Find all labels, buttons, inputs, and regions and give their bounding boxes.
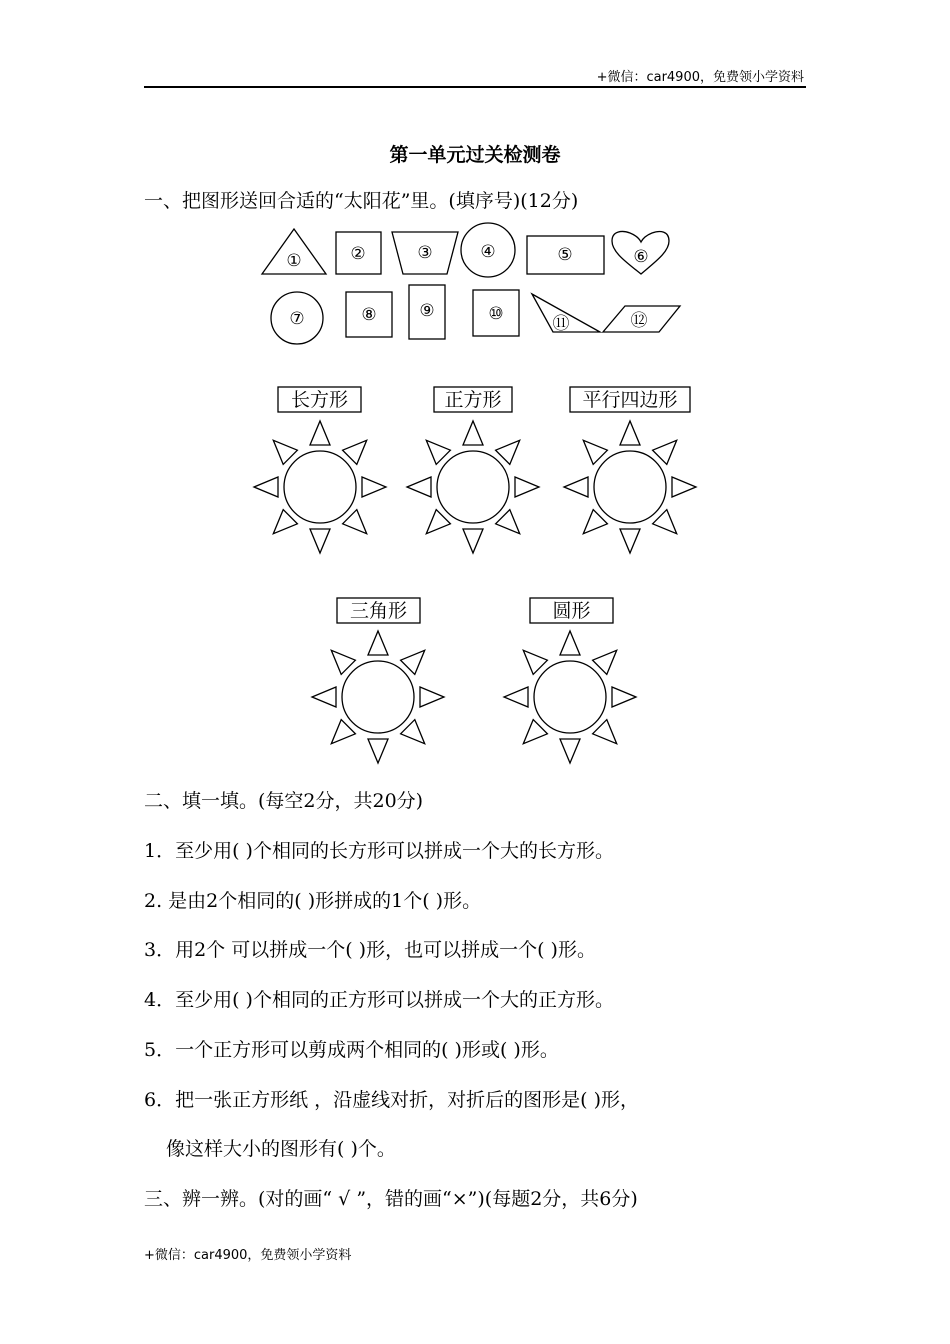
- sun-petal: [312, 687, 336, 707]
- shape-label: ⑥: [633, 247, 649, 267]
- sun-center: [594, 451, 666, 523]
- sun-petal: [426, 510, 450, 534]
- sun-petal: [331, 650, 355, 674]
- sun-center: [342, 661, 414, 733]
- shape-label: ⑦: [289, 309, 305, 329]
- fill-item-1: 1．至少用( )个相同的长方形可以拼成一个大的长方形。: [144, 840, 614, 862]
- header-note: +微信：car4900，免费领小学资料: [596, 70, 804, 85]
- shape-label: ③: [417, 243, 433, 263]
- sun-petal: [310, 421, 330, 445]
- sun-petal: [401, 720, 425, 744]
- footer-note: +微信：car4900，免费领小学资料: [144, 1248, 352, 1263]
- sun-label: 正方形: [444, 389, 502, 411]
- fill-item-2: 2. 是由2个相同的( )形拼成的1个( )形。: [144, 890, 482, 912]
- sun-petal: [593, 720, 617, 744]
- sun-petal: [523, 720, 547, 744]
- fill-item-5: 5．一个正方形可以剪成两个相同的( )形或( )形。: [144, 1039, 559, 1061]
- sun-petal: [560, 739, 580, 763]
- sun-petal: [612, 687, 636, 707]
- sun-petal: [583, 510, 607, 534]
- sun-petal: [426, 440, 450, 464]
- sunflower: [564, 387, 696, 553]
- sun-petal: [273, 510, 297, 534]
- sun-petal: [504, 687, 528, 707]
- sun-petal: [343, 440, 367, 464]
- sunflower: [504, 598, 636, 763]
- fill-item-3: 3．用2个 可以拼成一个( )形，也可以拼成一个( )形。: [144, 939, 596, 961]
- sun-petal: [310, 529, 330, 553]
- sunflower: [254, 387, 386, 553]
- fill-item-6: 6．把一张正方形纸 ，沿虚线对折，对折后的图形是( )形，: [144, 1089, 639, 1111]
- shape-label: ⑧: [361, 305, 377, 325]
- shape-label: ⑨: [419, 301, 435, 321]
- sun-petal: [672, 477, 696, 497]
- sun-petal: [463, 529, 483, 553]
- sun-petal: [496, 510, 520, 534]
- sun-petal: [463, 421, 483, 445]
- sun-petal: [620, 529, 640, 553]
- sun-petal: [496, 440, 520, 464]
- sun-petal: [620, 421, 640, 445]
- sun-label: 圆形: [552, 600, 591, 622]
- sun-petal: [583, 440, 607, 464]
- sun-petal: [523, 650, 547, 674]
- shape-label: ⑫: [630, 311, 648, 331]
- shape-label: ⑤: [557, 245, 573, 265]
- shape-label: ①: [286, 251, 302, 271]
- section2-heading: 二、填一填。(每空2分，共20分): [144, 790, 424, 812]
- sun-petal: [362, 477, 386, 497]
- sunflower: [312, 598, 444, 763]
- sun-petal: [560, 631, 580, 655]
- sun-petal: [420, 687, 444, 707]
- sun-center: [284, 451, 356, 523]
- sun-petal: [254, 477, 278, 497]
- sunflower: [407, 387, 539, 553]
- shape-label: ⑩: [488, 304, 504, 324]
- section3-heading: 三、辨一辨。(对的画“ √ ”，错的画“×”)(每题2分，共6分): [144, 1188, 638, 1210]
- fill-item-6-continued: 像这样大小的图形有( )个。: [166, 1138, 396, 1160]
- sun-center: [534, 661, 606, 733]
- sun-petal: [343, 510, 367, 534]
- sun-petal: [653, 510, 677, 534]
- fill-item-4: 4．至少用( )个相同的正方形可以拼成一个大的正方形。: [144, 989, 614, 1011]
- page-title: 第一单元过关检测卷: [389, 144, 561, 166]
- shape-label: ④: [480, 242, 496, 262]
- sun-petal: [653, 440, 677, 464]
- shape-label: ⑪: [552, 314, 570, 334]
- sun-label: 平行四边形: [582, 389, 678, 411]
- sun-petal: [515, 477, 539, 497]
- sun-label: 三角形: [349, 600, 408, 622]
- sun-petal: [273, 440, 297, 464]
- sun-petal: [564, 477, 588, 497]
- sun-label: 长方形: [290, 389, 349, 411]
- sun-petal: [331, 720, 355, 744]
- sun-petal: [368, 631, 388, 655]
- sun-petal: [368, 739, 388, 763]
- sun-petal: [593, 650, 617, 674]
- sun-petal: [401, 650, 425, 674]
- section1-heading: 一、把图形送回合适的“太阳花”里。(填序号)(12分): [144, 190, 579, 212]
- sun-petal: [407, 477, 431, 497]
- shape-label: ②: [350, 244, 366, 264]
- sun-center: [437, 451, 509, 523]
